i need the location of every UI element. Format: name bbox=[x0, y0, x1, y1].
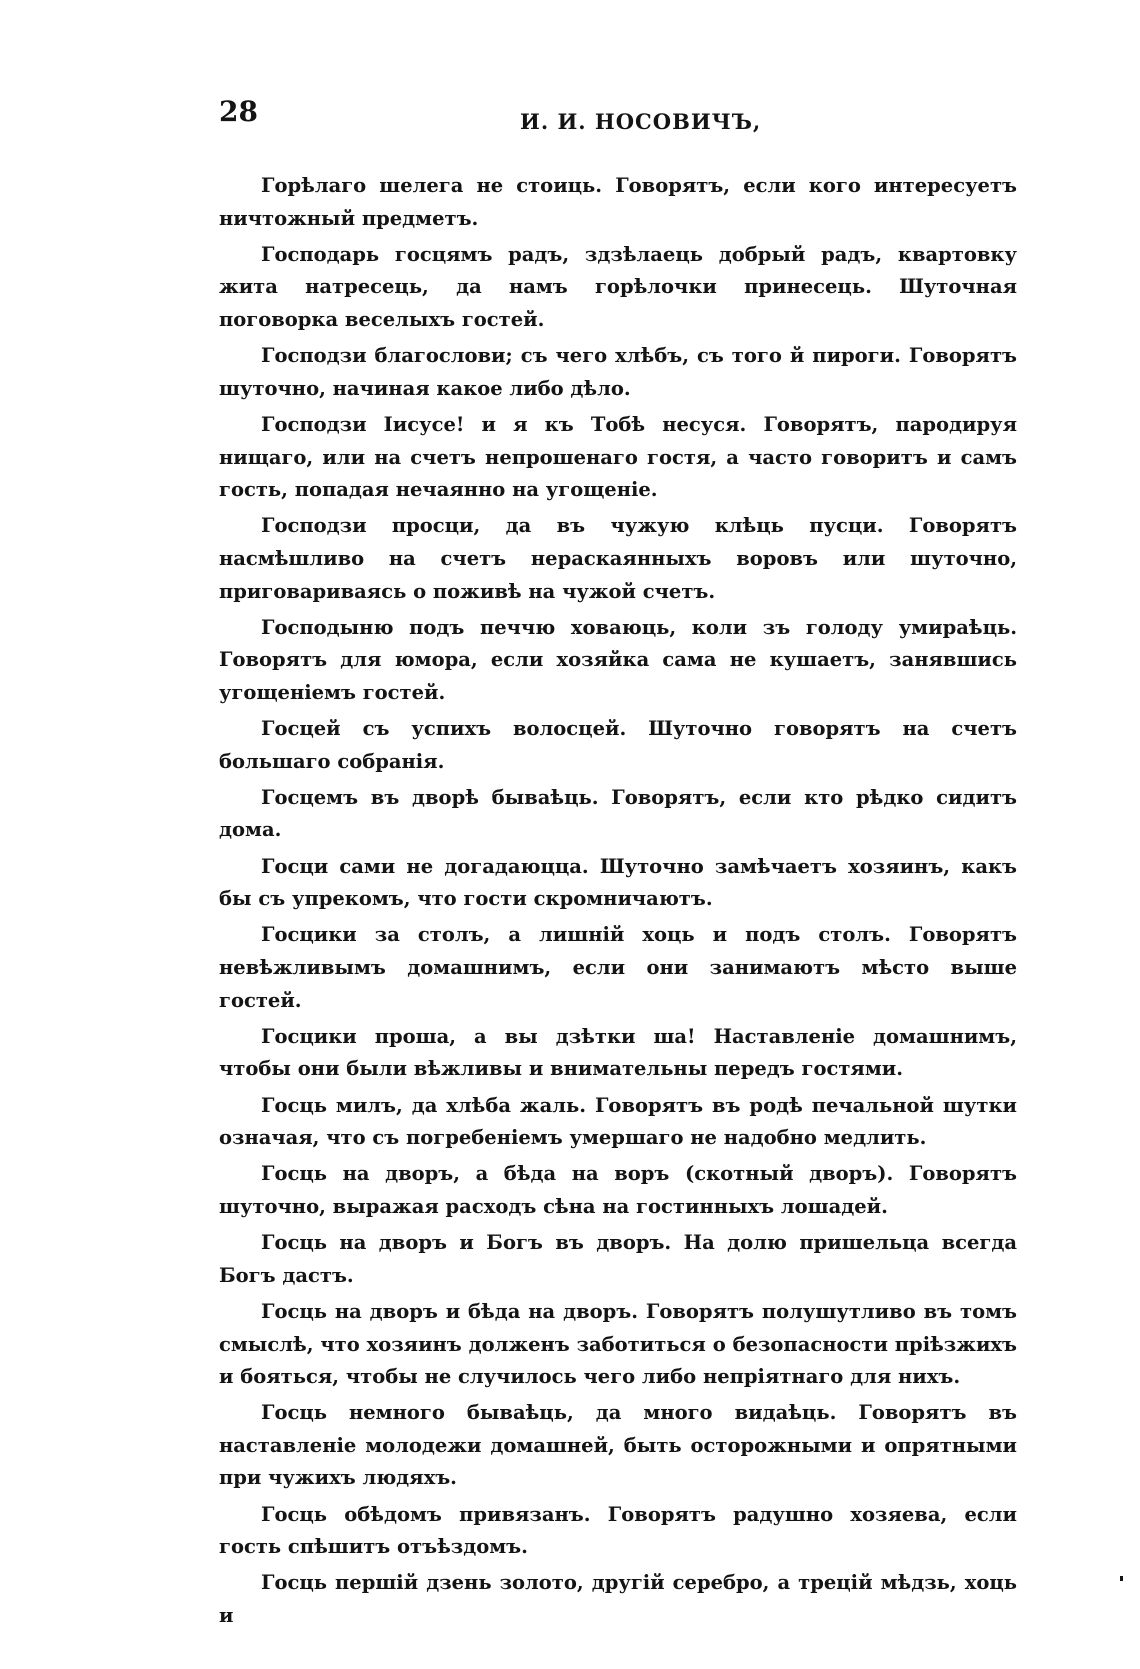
proverb-entry bbox=[219, 510, 1017, 608]
running-head: И. И. НОСОВИЧЪ, bbox=[520, 109, 762, 134]
proverb-entry bbox=[219, 1090, 1017, 1155]
proverb-phrase: Госцемъ въ дворѣ бываѣць. bbox=[261, 785, 599, 809]
proverb-phrase: Госци сами не догадаюцца. bbox=[261, 854, 589, 878]
proverb-entry bbox=[219, 170, 1017, 235]
proverb-phrase: Госцики за столъ, а лишній хоць и подъ столъ. bbox=[261, 923, 891, 947]
proverb-gloss: Говорятъ, если кого интересуетъ ничтожный предметъ. bbox=[219, 174, 1017, 230]
proverb-phrase: Горѣлаго шелега не стоиць. bbox=[261, 174, 603, 197]
proverb-entry bbox=[219, 1499, 1017, 1564]
proverb-phrase: Госць на дворъ, а бѣда на воръ (скотный дворъ). bbox=[261, 1162, 894, 1186]
proverb-phrase: Госць милъ, да хлѣба жаль. bbox=[261, 1093, 587, 1117]
proverb-phrase: Господарь госцямъ радъ, здзѣлаець добрый радъ, квартовку жита натресець, да намъ горѣлочки принесець. bbox=[219, 242, 1017, 299]
proverb-phrase: Госцики проша, а вы дзѣтки ша! bbox=[261, 1024, 696, 1048]
proverb-phrase: Госць на дворъ и бѣда на дворъ. bbox=[261, 1299, 639, 1323]
proverb-phrase: Господыню подъ печчю ховаюць, коли зъ голоду умираѣць. bbox=[261, 615, 1017, 639]
proverb-phrase: Господзи Iисусе! и я къ Тобѣ несуся. bbox=[261, 412, 747, 436]
proverb-entry bbox=[219, 851, 1017, 916]
proverb-phrase: Госць першій дзень золото, другій серебро, а трецій мѣдзь, хоць и bbox=[219, 1571, 1017, 1628]
proverb-entry bbox=[219, 919, 1017, 1017]
proverb-gloss: Шуточно замѣчаетъ хозяинъ, какъ бы съ упрекомъ, что гости скромничаютъ. bbox=[219, 854, 1017, 911]
proverb-phrase: Госць немного бываѣць, да много видаѣць. bbox=[261, 1401, 837, 1425]
proverb-gloss: Говорятъ въ родѣ печальной шутки означая, что съ погребеніемъ умершаго не надобно медлить. bbox=[219, 1093, 1018, 1150]
proverb-entry bbox=[219, 1158, 1017, 1223]
proverb-entry bbox=[219, 1397, 1017, 1495]
proverb-entry bbox=[219, 612, 1017, 710]
proverb-entry bbox=[219, 239, 1017, 337]
proverb-gloss: Говорятъ для юмора, если хозяйка сама не кушаетъ, занявшись угощеніемъ гостей. bbox=[219, 648, 1017, 704]
proverb-phrase: Госць обѣдомъ привязанъ. bbox=[261, 1502, 591, 1526]
proverb-gloss: Говорятъ, если кто рѣдко сидитъ дома. bbox=[219, 785, 1018, 842]
proverb-gloss: Наставленіе домашнимъ, чтобы они были вѣжливы и внимательны передъ гостями. bbox=[219, 1024, 1017, 1081]
proverb-gloss: Говорятъ, пародируя нищаго, или на счетъ непрошенаго гостя, а часто говоритъ и самъ гость, попадая нечаянно на угощеніе. bbox=[219, 412, 1017, 502]
proverb-entry bbox=[219, 1021, 1017, 1086]
proverb-gloss: Шуточно говорятъ на счетъ большаго собранія. bbox=[219, 717, 1017, 773]
proverb-list bbox=[219, 170, 1017, 1633]
proverb-gloss: Говорятъ невѣжливымъ домашнимъ, если они занимаютъ мѣсто выше гостей. bbox=[219, 923, 1017, 1012]
page-number: 28 bbox=[219, 95, 258, 128]
proverb-entry bbox=[219, 1227, 1017, 1292]
proverb-entry bbox=[219, 340, 1017, 405]
proverb-phrase: Господзи просци, да въ чужую клѣць пусци. bbox=[261, 514, 884, 538]
proverb-phrase: Господзи благослови; съ чего хлѣбъ, съ того й пироги. bbox=[261, 344, 901, 368]
proverb-gloss: Говорятъ шуточно, выражая расходъ сѣна на гостинныхъ лошадей. bbox=[219, 1162, 1017, 1218]
scan-speck bbox=[1120, 1576, 1123, 1581]
proverb-entry bbox=[219, 1296, 1017, 1394]
proverb-phrase: Госцей съ успихъ волосцей. bbox=[261, 717, 627, 741]
proverb-entry bbox=[219, 713, 1017, 778]
proverb-gloss: На долю пришельца всегда Богъ дастъ. bbox=[219, 1231, 1017, 1287]
proverb-gloss: Говорятъ радушно хозяева, если гость спѣшитъ отъѣздомъ. bbox=[219, 1502, 1017, 1559]
proverb-gloss: Говорятъ шуточно, начиная какое либо дѣло. bbox=[219, 344, 1017, 400]
proverb-entry bbox=[219, 782, 1017, 847]
proverb-gloss: Говорятъ въ наставленіе молодежи домашней, быть осторожными и опрятными при чужихъ людяхъ. bbox=[219, 1401, 1017, 1490]
proverb-entry bbox=[219, 1567, 1017, 1632]
proverb-gloss: Говорятъ полушутливо въ томъ смыслѣ, что хозяинъ долженъ заботиться о безопасности пріѣзжихъ и бояться, чтобы не случилось чего либо непріятнаго для нихъ. bbox=[219, 1299, 1017, 1389]
proverb-entry bbox=[219, 409, 1017, 507]
proverb-gloss: Говорятъ насмѣшливо на счетъ нераскаянныхъ воровъ или шуточно, приговариваясь о поживѣ на чужой счетъ. bbox=[219, 514, 1017, 603]
proverb-gloss: Шуточная поговорка веселыхъ гостей. bbox=[219, 275, 1017, 331]
proverb-phrase: Госць на дворъ и Богъ въ дворъ. bbox=[261, 1231, 672, 1255]
